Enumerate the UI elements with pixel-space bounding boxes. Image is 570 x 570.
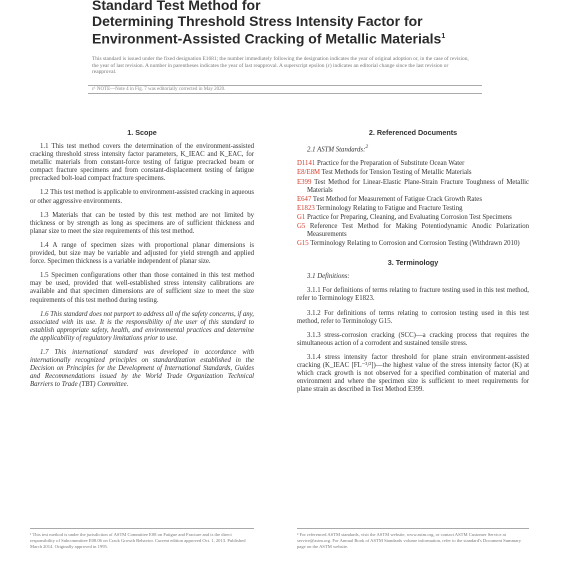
reference-title: Practice for the Preparation of Substitute Ocean Water bbox=[315, 160, 465, 168]
reference-item bbox=[297, 223, 529, 239]
title-line-3: Environment-Assisted Cracking of Metallic Materials$^1$ bbox=[92, 30, 446, 47]
reference-code-link[interactable]: D1141 bbox=[297, 160, 316, 168]
scope-paragraph-1: 1.1 This test method covers the determination of the environment-assisted cracking threshold stress intensity factor parameters, K_IEAC and K_EAC, for metallic materials from constant-force testing of fatigue precracked beam or compact fracture specimens and from constant-displacement testing of fatigue precracked bolt-load compact fracture specimens. bbox=[30, 143, 254, 183]
footnote-right: ² For referenced ASTM standards, visit the ASTM website, www.astm.org, or contact ASTM Customer Service at service@astm.org. For Annual Book of ASTM Standards volume information, refer to the standard's Document Summary page on the ASTM website. bbox=[297, 528, 529, 549]
terminology-paragraph-1: 3.1.1 For definitions of terms relating to fracture testing used in this test method, refer to Terminology E1823. bbox=[297, 287, 529, 303]
terminology-paragraph-4: 3.1.4 stress intensity factor threshold for plane strain environment-assisted cracking (K_IEAC [FL⁻³/²])—the highest value of the stress intensity factor (K) at which crack growth is not observed for a specified combination of material and environment and where the specimen size is sufficient to meet requirements for plane strain as described in Test Method E399. bbox=[297, 353, 529, 394]
document-title bbox=[92, 0, 492, 47]
reference-code-link[interactable]: E647 bbox=[297, 195, 312, 203]
scope-paragraph-5: 1.5 Specimen configurations other than those contained in this test method may be used, provided that well-established stress intensity calibrations are available and that specimen dimensions are of sufficient size to meet the size requirements of this test method during testing. bbox=[30, 272, 254, 304]
reference-item bbox=[297, 179, 529, 195]
reference-item bbox=[297, 240, 529, 248]
astm-standards-footnote-marker: 2 bbox=[365, 144, 369, 150]
section-heading-terminology: 3. Terminology bbox=[387, 258, 439, 268]
reference-list bbox=[297, 160, 529, 248]
reference-title: Test Method for Linear-Elastic Plane-Strain Fracture Toughness of Metallic Materials bbox=[307, 178, 529, 194]
reference-title: Test Method for Measurement of Fatigue Crack Growth Rates bbox=[311, 195, 482, 203]
scope-paragraph-2: 1.2 This test method is applicable to environment-assisted cracking in aqueous or other aggressive environments. bbox=[30, 189, 254, 205]
reference-item bbox=[297, 214, 529, 222]
editorial-note: ε¹ NOTE—Note 4 in Fig. 7 was editorially corrected in May 2020. bbox=[88, 85, 482, 94]
terminology-paragraph-2: 3.1.2 For definitions of terms relating to corrosion testing used in this test method, refer to Terminology G15. bbox=[297, 309, 529, 325]
scope-paragraph-7: 1.7 This international standard was developed in accordance with internationally recognized principles on standardization established in the Decision on Principles for the Development of International Standards, Guides and Recommendations issued by the World Trade Organization Technical Barriers to Trade (TBT) Committee. bbox=[30, 348, 254, 389]
section-heading-referenced: 2. Referenced Documents bbox=[368, 128, 458, 137]
reference-item bbox=[297, 205, 529, 213]
reference-title: Terminology Relating to Fatigue and Fracture Testing bbox=[314, 204, 463, 212]
right-column bbox=[297, 128, 529, 400]
footnote-left: ¹ This test method is under the jurisdiction of ASTM Committee E08 on Fatigue and Fracture and is the direct responsibility of Subcommittee E08.06 on Crack Growth Behavior. Current edition approved Oct. 1, 2013. Published March 2014. Originally approved in 1995. bbox=[30, 528, 254, 549]
reference-code-link[interactable]: G1 bbox=[297, 213, 306, 221]
terminology-paragraph-3: 3.1.3 stress-corrosion cracking (SCC)—a cracking process that requires the simultaneous action of a corrodent and sustained tensile stress. bbox=[297, 331, 529, 347]
title-line-2: Determining Threshold Stress Intensity Factor for bbox=[92, 13, 423, 29]
scope-paragraph-4: 1.4 A range of specimen sizes with proportional planar dimensions is provided, but size may be variable and adjusted for yield strength and applied force. Specimen thickness is a variable independent of planar size. bbox=[30, 241, 254, 266]
astm-standards-subheading: 2.1 ASTM Standards:$^2$ bbox=[307, 144, 369, 154]
reference-title: Practice for Preparing, Cleaning, and Evaluating Corrosion Test Specimens bbox=[305, 213, 512, 221]
reference-title: Terminology Relating to Corrosion and Corrosion Testing (Withdrawn 2010) bbox=[308, 240, 520, 248]
terminology-paragraph-0: 3.1 Definitions: bbox=[307, 273, 350, 281]
reference-code-link[interactable]: G5 bbox=[297, 223, 306, 231]
designation-note: This standard is issued under the fixed designation E1681; the number immediately following the designation indicates the year of original adoption or, in the case of revision, the year of last revision. A number in parentheses indicates the year of last reapproval. A superscript epsilon (ε) indicates an editorial change since the last revision or reapproval. bbox=[92, 56, 469, 76]
reference-code-link[interactable]: E8/E8M bbox=[297, 169, 321, 177]
reference-title: Reference Test Method for Making Potentiodynamic Anodic Polarization Measurements bbox=[305, 223, 529, 239]
title-line-1: Standard Test Method for bbox=[92, 0, 261, 13]
title-footnote-marker: 1 bbox=[441, 33, 446, 40]
left-column bbox=[30, 128, 254, 395]
reference-title: Test Methods for Tension Testing of Metallic Materials bbox=[320, 169, 472, 177]
reference-item bbox=[297, 169, 529, 177]
reference-item bbox=[297, 196, 529, 204]
scope-paragraph-3: 1.3 Materials that can be tested by this test method are not limited by thickness or by strength as long as specimens are of sufficient thickness and planar size to meet the size requirements of this test method. bbox=[30, 211, 254, 235]
reference-code-link[interactable]: E1823 bbox=[297, 204, 315, 212]
reference-item bbox=[297, 160, 529, 168]
reference-code-link[interactable]: G15 bbox=[297, 240, 309, 248]
section-heading-scope: 1. Scope bbox=[127, 128, 157, 137]
scope-paragraph-6: 1.6 This standard does not purport to address all of the safety concerns, if any, associated with its use. It is the responsibility of the user of this standard to establish appropriate safety, health, and environmental practices and determine the applicability of regulatory limitations prior to use. bbox=[30, 310, 254, 342]
reference-code-link[interactable]: E399 bbox=[297, 178, 312, 186]
